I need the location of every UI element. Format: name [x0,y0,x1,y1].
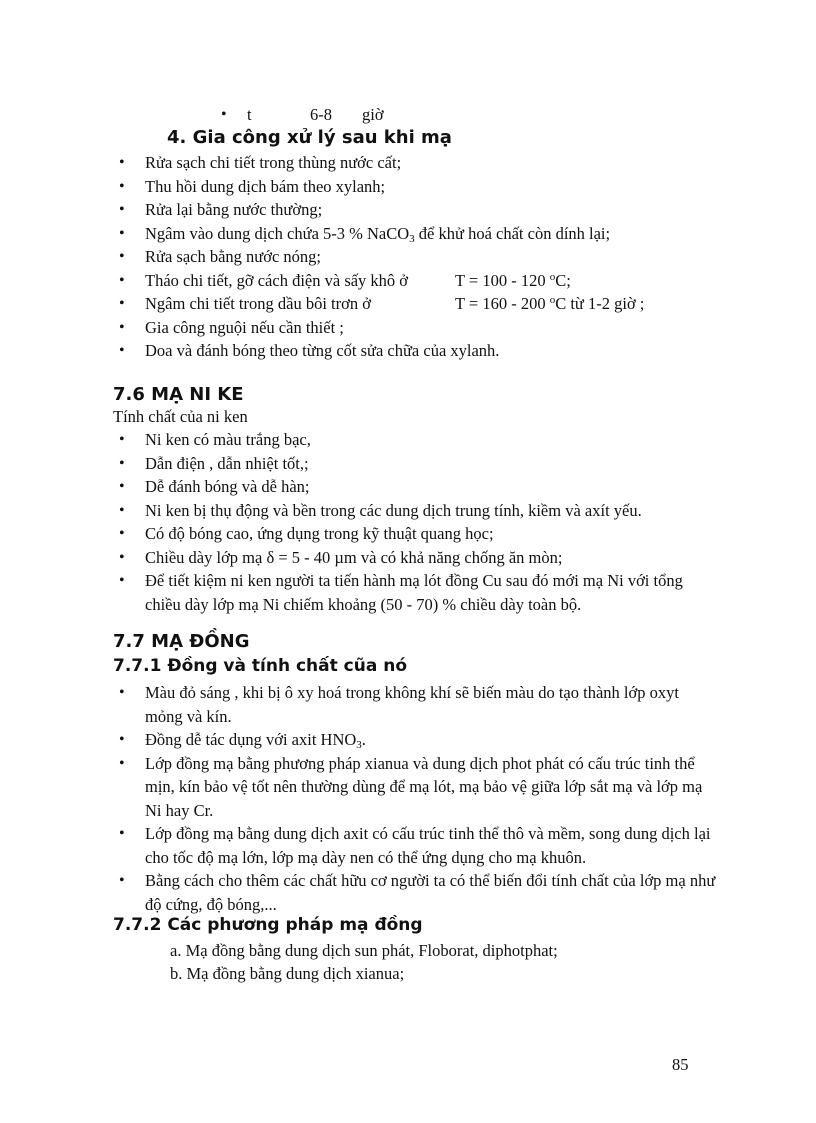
list-item: • Ni ken có màu trắng bạc, [113,428,713,452]
section-7-6-title: 7.6 MẠ NI KE [113,384,244,405]
list-item: • Lớp đồng mạ bằng dung dịch axit có cấu trúc tinh thể thô và mềm, song dung dịch lại cho tốc độ mạ lớn, lớp mạ dày nen có thể ứng dụng cho mạ khuôn. [113,822,720,869]
list-item: • Gia công nguội nếu cần thiết ; [113,316,713,340]
list-item: • Thu hồi dung dịch bám theo xylanh; [113,175,713,199]
method-a: a. Mạ đồng bằng dung dịch sun phát, Floborat, diphotphat; [170,941,558,960]
list-item: • Dễ đánh bóng và dễ hàn; [113,475,713,499]
section-7-6-intro: Tính chất của ni ken [113,407,248,426]
top-row-duration: 6-8 [310,105,332,124]
list-item: • Doa và đánh bóng theo từng cốt sửa chữa của xylanh. [113,339,713,363]
list-item: • Chiều dày lớp mạ δ = 5 - 40 µm và có khả năng chống ăn mòn; [113,546,713,570]
list-item-naco3: • Ngâm vào dung dịch chứa 5-3 % NaCO$_3$ để khử hoá chất còn dính lại; [113,222,713,246]
method-b: b. Mạ đồng bằng dung dịch xianua; [170,964,405,983]
list-item: • Dẫn điện , dẫn nhiệt tốt,; [113,452,713,476]
list-item: • Lớp đồng mạ bằng phương pháp xianua và dung dịch phot phát có cấu trúc tinh thể mịn, kín bảo vệ tốt nên thường dùng để mạ lót, mạ bảo vệ giữa lớp sắt mạ và lớp mạ Ni hay Cr. [113,752,720,823]
list-item: • Để tiết kiệm ni ken người ta tiến hành mạ lót đồng Cu sau đó mới mạ Ni với tổng chiều dày lớp mạ Ni chiếm khoảng (50 - 70) % chiều dày toàn bộ. [113,569,705,616]
list-item-dry: • Tháo chi tiết, gỡ cách điện và sấy khô ở T = 100 - 120 $^o$C; [113,269,713,293]
section-4-title: 4. Gia công xử lý sau khi mạ [167,127,452,148]
list-item: • Rửa sạch chi tiết trong thùng nước cất; [113,151,713,175]
section-7-7-1-title: 7.7.1 Đồng và tính chất cũa nó [113,656,408,676]
section-7-7-1-list [113,681,716,916]
list-item: • Rửa lại bằng nước thường; [113,198,713,222]
top-row-t: t [247,105,252,124]
section-4-list [113,151,713,363]
top-row-unit: giờ [362,105,384,124]
list-item: • Màu đỏ sáng , khi bị ô xy hoá trong không khí sẽ biến màu do tạo thành lớp oxyt mỏng và kín. [113,681,720,728]
section-7-6-list [113,428,713,616]
list-item-hno3: • Đồng dễ tác dụng với axit $HNO_3$. [113,728,713,752]
section-7-7-title: 7.7 MẠ ĐỒNG [113,631,250,652]
page-number: 85 [672,1055,689,1074]
list-item: • Ni ken bị thụ động và bền trong các dung dịch trung tính, kiềm và axít yếu. [113,499,713,523]
list-item: • Có độ bóng cao, ứng dụng trong kỹ thuật quang học; [113,522,713,546]
list-item: • Rửa sạch bằng nước nóng; [113,245,713,269]
top-row-item [215,103,816,127]
list-item-oil: • Ngâm chi tiết trong dầu bôi trơn ở T = 160 - 200 $^o$C từ 1-2 giờ ; [113,292,713,316]
section-7-7-2-title: 7.7.2 Các phương pháp mạ đồng [113,915,423,935]
list-item: • Bằng cách cho thêm các chất hữu cơ người ta có thể biến đổi tính chất của lớp mạ như độ cứng, độ bóng,... [113,869,720,916]
